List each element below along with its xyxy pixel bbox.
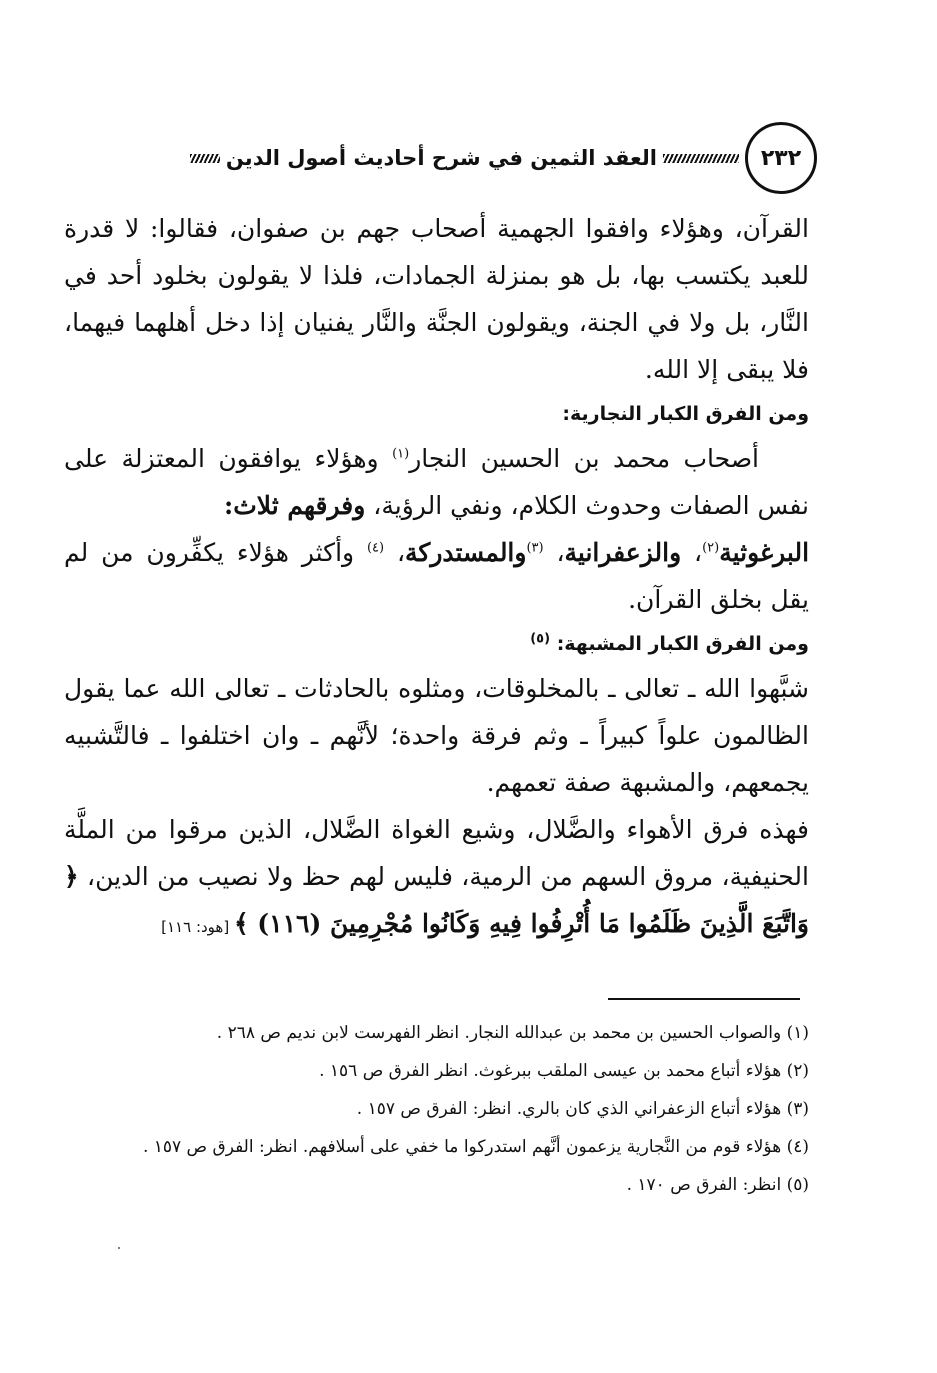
paragraph-conclusion-text: فهذه فرق الأهواء والضَّلال، وشيع الغواة الضَّلال، الذين مرقوا من الملَّة الحنيفية، مروق السهم من الرمية، فليس لهم حظ ولا نصيب من الدين، [64,815,809,891]
footnote-5: (٥) انظر: الفرق ص ١٧٠ . [626,1175,809,1195]
footnotes [64,1016,809,1206]
quran-reference: [هود: ١١٦] [161,918,234,936]
footnote-ref-2[interactable]: (٢) [702,540,720,556]
paragraph-najjariya [64,435,809,529]
paragraph-sects-rest: وأكثر هؤلاء يكفِّرون من لم يقل بخلق القرآن. [64,538,809,614]
separator: ، [543,538,565,567]
separator: ، [384,538,406,567]
paragraph-najjariya-text-b: وهؤلاء يوافقون المعتزلة على نفس الصفات وحدوث الكلام، ونفي الرؤية، [64,444,809,520]
footnote-4: (٤) هؤلاء قوم من النَّجارية يزعمون أنَّهم استدركوا ما خفي على أسلافهم. انظر: الفرق ص ١٥٧ . [142,1137,809,1157]
paragraph-mushabbiha: شبَّهوا الله ـ تعالى ـ بالمخلوقات، ومثلوه بالحادثات ـ تعالى الله عما يقول الظالمون علواً كبيراً ـ وثم فرقة واحدة؛ لأنَّهم ـ وان اختلفوا ـ فالتَّشبيه يجمعهم، والمشبهة صفة تعمهم. [64,674,809,797]
footnote-3: (٣) هؤلاء أتباع الزعفراني الذي كان بالري. انظر: الفرق ص ١٥٧ . [356,1099,809,1119]
heading-mushabbiha-text: ومن الفرق الكبار المشبهة: [556,633,809,655]
separator: ، [681,538,703,567]
footnote-2: (٢) هؤلاء أتباع محمد بن عيسى الملقب ببرغوث. انظر الفرق ص ١٥٦ . [319,1061,809,1081]
sect-mustadrika: والمستدركة [405,538,527,567]
heading-mushabbiha [64,623,809,665]
page-number: ٢٣٢ [745,122,817,194]
paragraph-jahmiya: القرآن، وهؤلاء وافقوا الجهمية أصحاب جهم بن صفوان، فقالوا: لا قدرة للعبد يكتسب بها، بل هو بمنزلة الجمادات، فلذا لا يقولون بخلود أحد في النَّار، بل ولا في الجنة، ويقولون الجنَّة والنَّار يفنيان إذا دخل أهلهما فيهما، فلا يبقى إلا الله. [64,214,809,384]
footnote-ref-1[interactable]: (١) [392,446,410,462]
heading-najjariya: ومن الفرق الكبار النجارية: [562,403,809,425]
paragraph-najjariya-bold: وفرقهم ثلاث: [224,491,366,520]
paragraph-sects [64,529,809,623]
running-title: العقد الثمين في شرح أحاديث أصول الدين [225,146,657,170]
paragraph-najjariya-text-a: أصحاب محمد بن الحسين النجار [409,444,759,473]
footnote-divider [608,998,800,1000]
footnote-ref-3[interactable]: (٣) [526,540,544,556]
sect-barghuthiya: البرغوثية [719,538,810,567]
footnote-1: (١) والصواب الحسين بن محمد بن عبدالله النجار. انظر الفهرست لابن نديم ص ٢٦٨ . [216,1023,809,1043]
scan-speck [118,1247,120,1249]
header-ornament-right [663,154,739,163]
sect-zafaraniya: والزعفرانية [564,538,682,567]
header-ornament-left [190,154,220,163]
footnote-ref-5[interactable]: (٥) [530,631,551,647]
quran-verse: ﴿ وَاتَّبَعَ الَّذِينَ ظَلَمُوا مَا أُتْرِفُوا فِيهِ وَكَانُوا مُجْرِمِينَ (١١٦) ﴾ [64,862,809,938]
main-text [64,205,809,951]
paragraph-conclusion [64,806,809,951]
footnote-ref-4[interactable]: (٤) [366,540,385,556]
page-header [55,118,817,198]
